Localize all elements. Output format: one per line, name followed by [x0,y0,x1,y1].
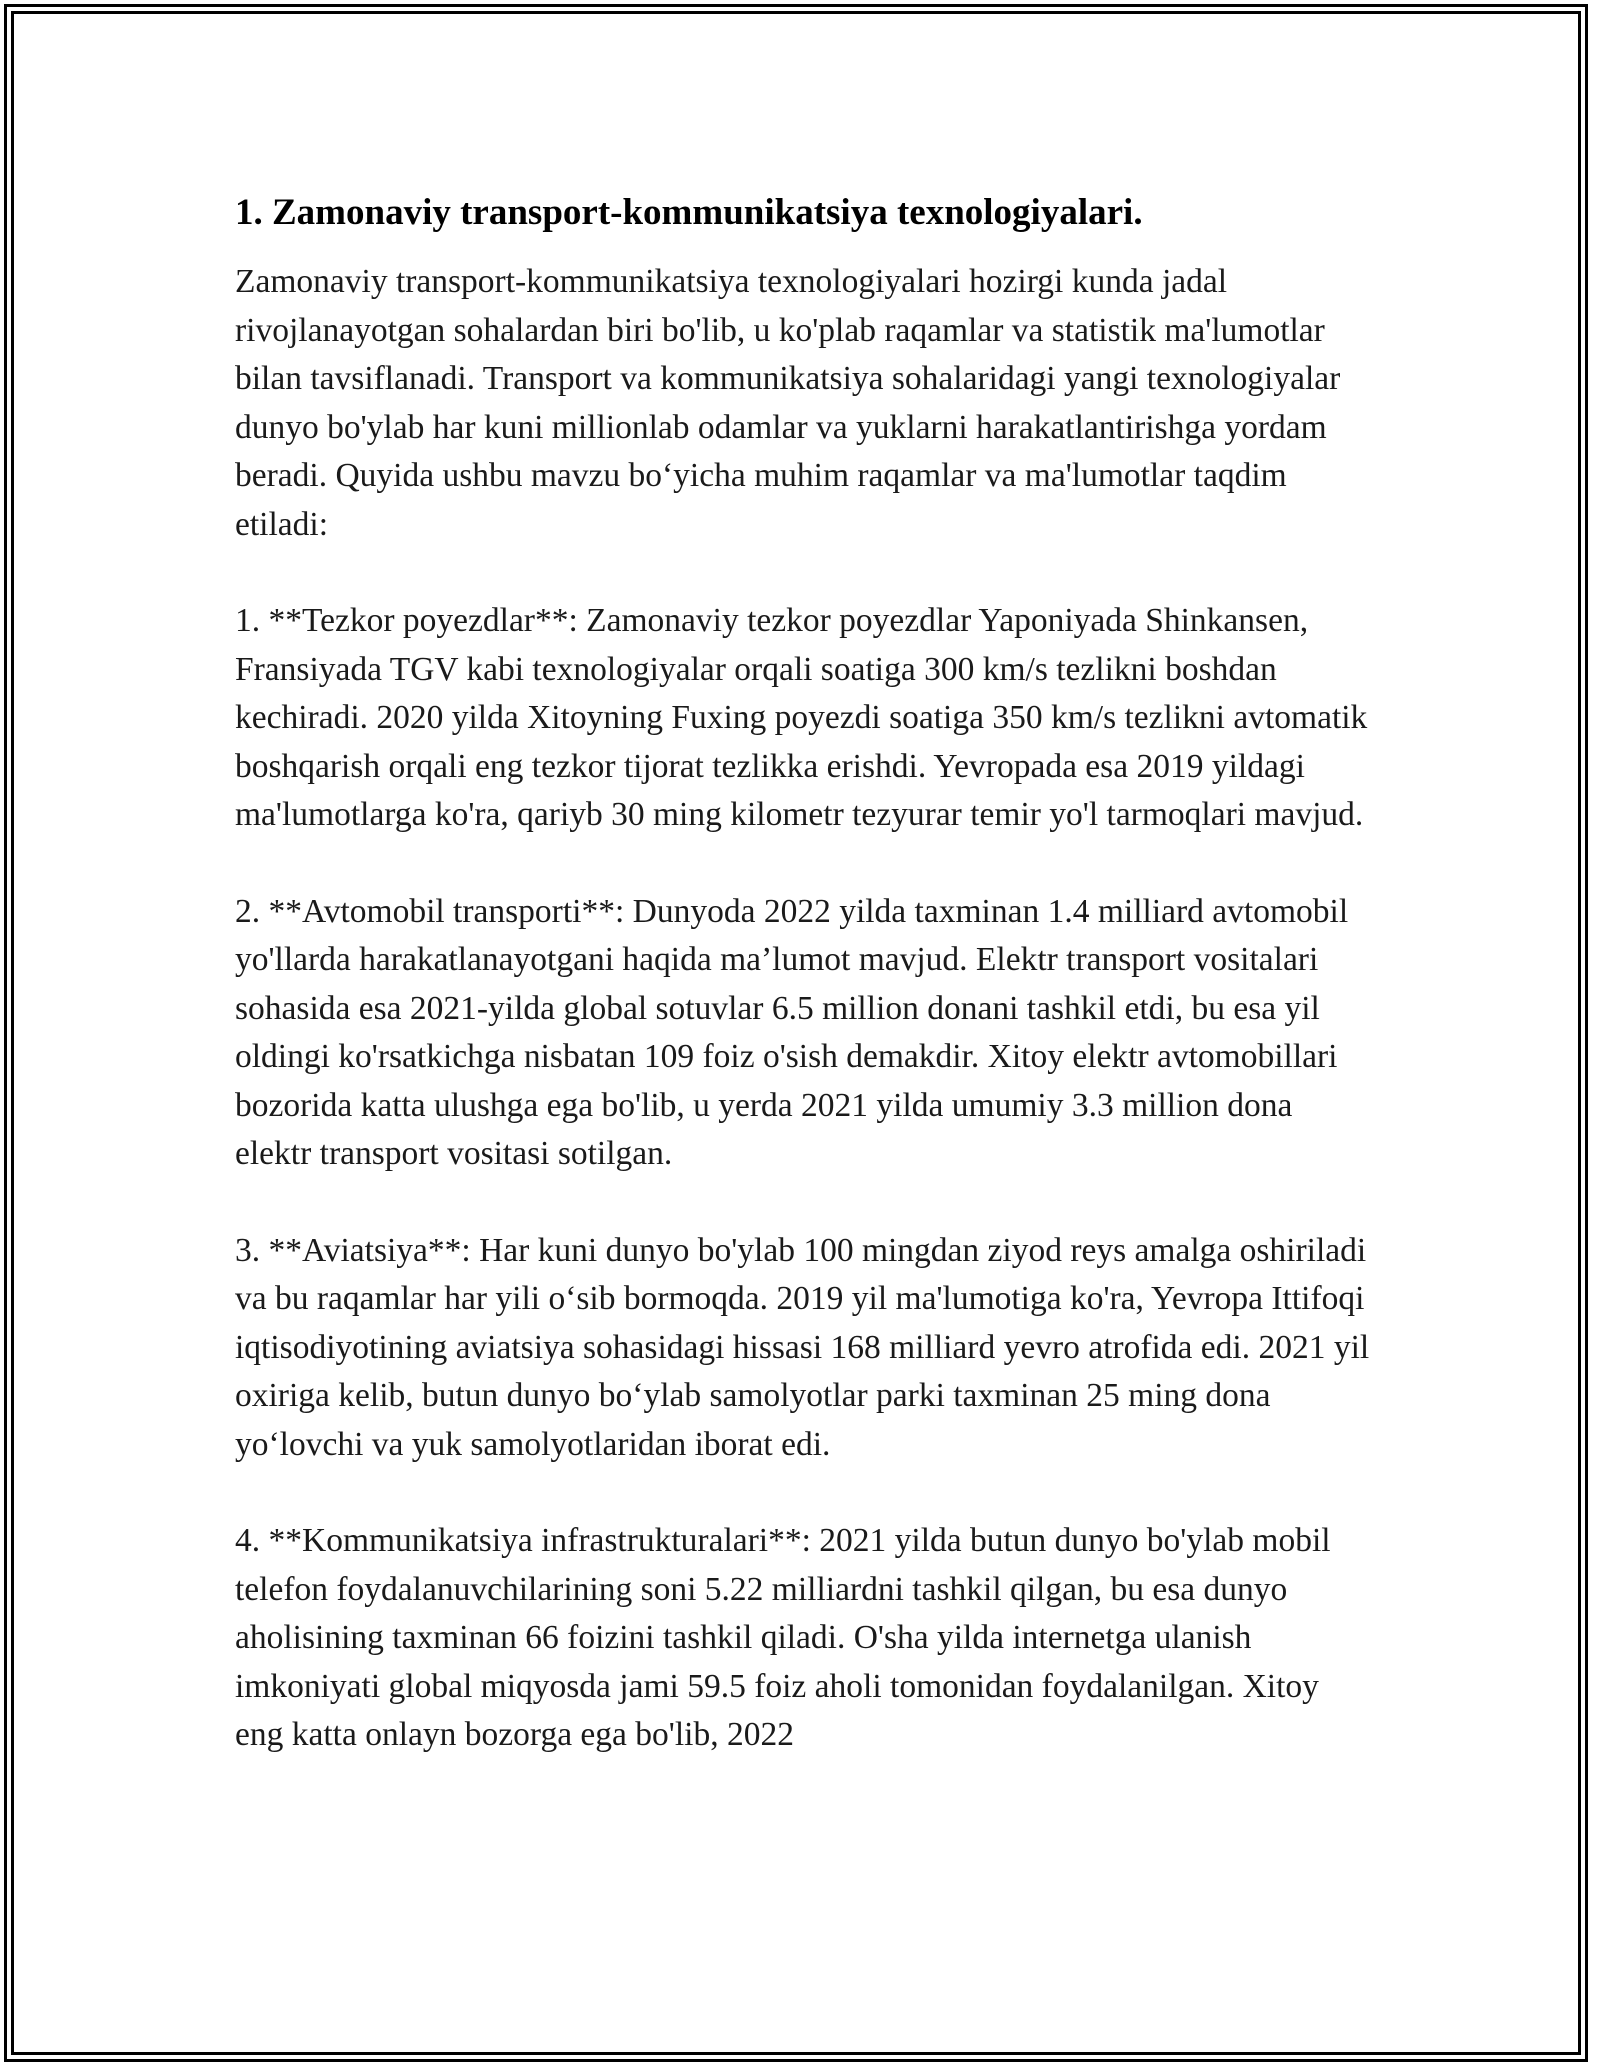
paragraph-aviation: 3. **Aviatsiya**: Har kuni dunyo bo'ylab 100 mingdan ziyod reys amalga oshiriladi va bu raqamlar har yili o‘sib bormoqda. 2019 yil ma'lumotiga ko'ra, Yevropa Ittifoqi iqtisodiyotining aviatsiya sohasidagi hissasi 168 milliard yevro atrofida edi. 2021 yil oxiriga kelib, butun dunyo bo‘ylab samolyotlar parki taxminan 25 ming dona yo‘lovchi va yuk samolyotlaridan iborat edi. [235,1231,1370,1463]
intro-paragraph: Zamonaviy transport-kommunikatsiya texnologiyalari hozirgi kunda jadal rivojlanayotgan sohalardan biri bo'lib, u ko'plab raqamlar va statistik ma'lumotlar bilan tavsiflanadi. Transport va kommunikatsiya sohalaridagi yangi texnologiyalar dunyo bo'ylab har kuni millionlab odamlar va yuklarni harakatlantirishga yordam beradi. Quyida ushbu mavzu bo‘yicha muhim raqamlar va ma'lumotlar taqdim etiladi: [235,263,1341,543]
paragraph-high-speed-trains: 1. **Tezkor poyezdlar**: Zamonaviy tezkor poyezdlar Yaponiyada Shinkansen, Fransiyada TGV kabi texnologiyalar orqali soatiga 300 km/s tezlikni boshdan kechiradi. 2020 yilda Xitoyning Fuxing poyezdi soatiga 350 km/s tezlikni avtomatik boshqarish orqali eng tezkor tijorat tezlikka erishdi. Yevropada esa 2019 yildagi ma'lumotlarga ko'ra, qariyb 30 ming kilometr tezyurar temir yo'l tarmoqlari mavjud. [235,602,1368,833]
document-body [235,188,1370,1808]
document-title: 1. Zamonaviy transport-kommunikatsiya texnologiyalari. [235,192,1143,233]
paragraph-communication-infrastructure: 4. **Kommunikatsiya infrastrukturalari**: 2021 yilda butun dunyo bo'ylab mobil telefon foydalanuvchilarining soni 5.22 milliardni tashkil qilgan, bu esa dunyo aholisining taxminan 66 foizini tashkil qiladi. O'sha yilda internetga ulanish imkoniyati global miqyosda jami 59.5 foiz aholi tomonidan foydalanilgan. Xitoy eng katta onlayn bozorga ega bo'lib, 2022 [235,1522,1331,1753]
paragraph-automobile-transport: 2. **Avtomobil transporti**: Dunyoda 2022 yilda taxminan 1.4 milliard avtomobil yo'llarda harakatlanayotgani haqida ma’lumot mavjud. Elektr transport vositalari sohasida esa 2021-yilda global sotuvlar 6.5 million donani tashkil etdi, bu esa yil oldingi ko'rsatkichga nisbatan 109 foiz o'sish demakdir. Xitoy elektr avtomobillari bozorida katta ulushga ega bo'lib, u yerda 2021 yilda umumiy 3.3 million dona elektr transport vositasi sotilgan. [235,892,1349,1172]
